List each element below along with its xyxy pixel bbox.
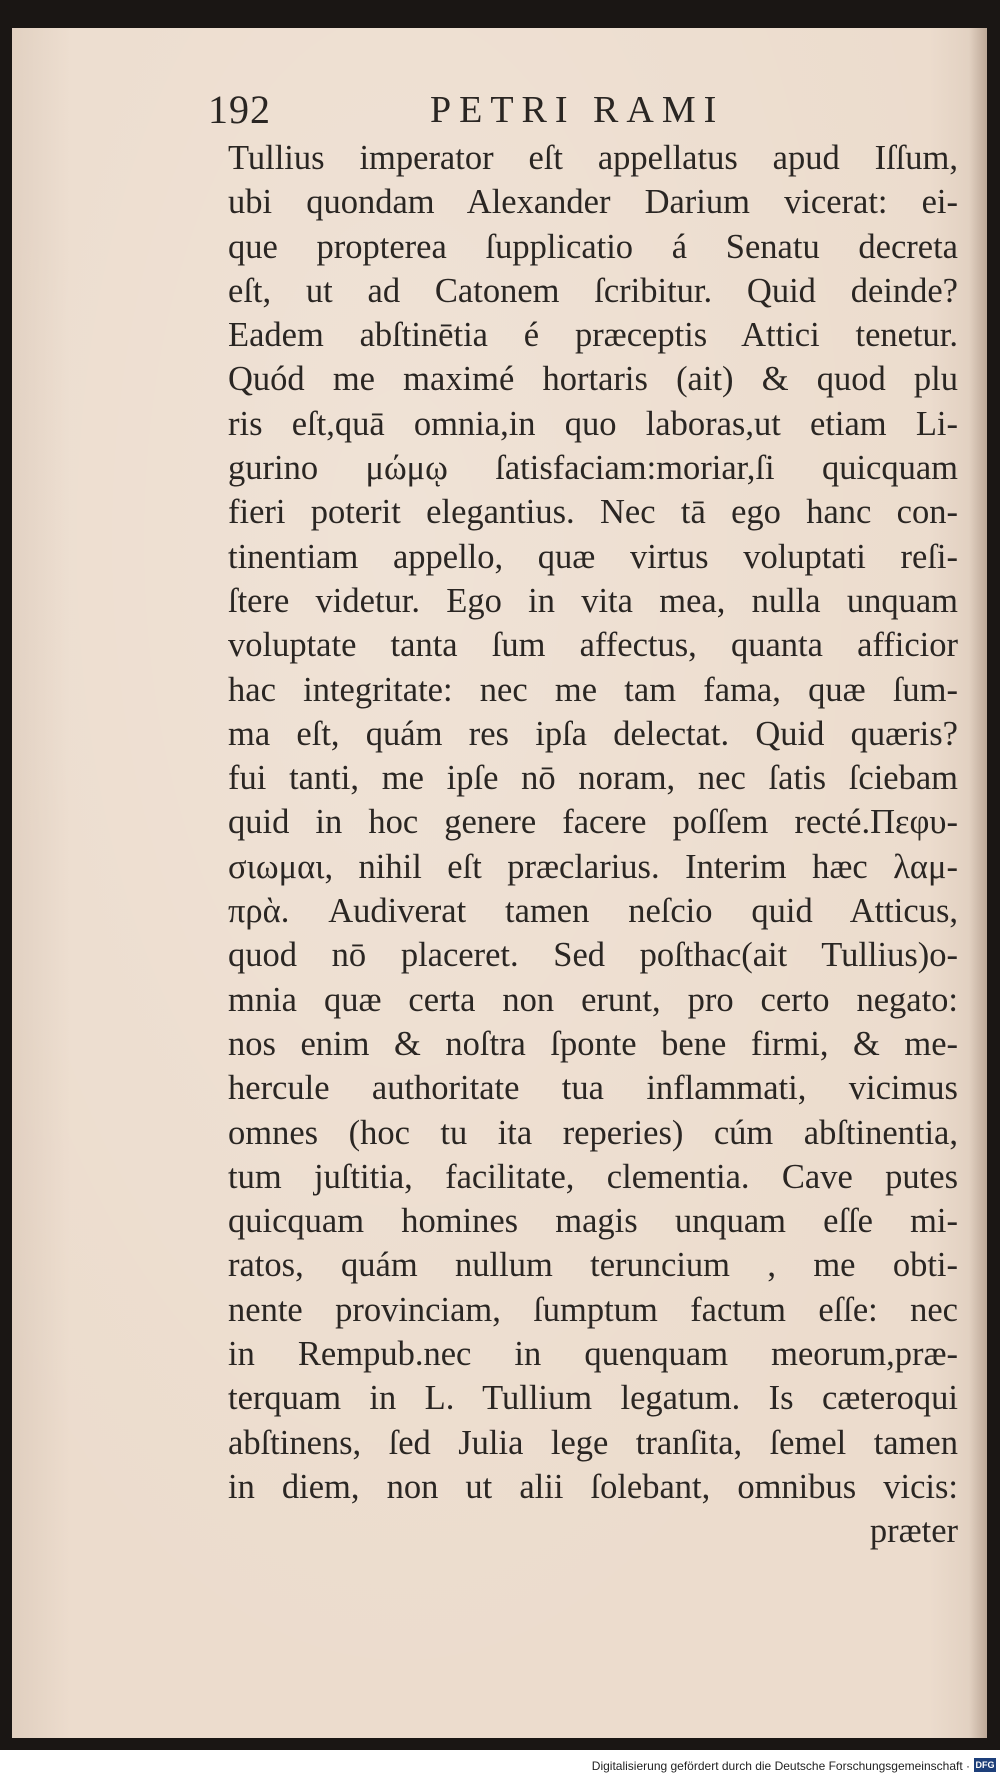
text-line: ma eſt, quám res ipſa delectat. Quid quæris?: [228, 714, 958, 753]
page-number: 192: [208, 87, 271, 132]
text-line: abſtinens, ſed Julia lege tranſita, ſemel tamen: [228, 1423, 958, 1462]
book-page: [12, 28, 987, 1738]
text-line: hercule authoritate tua inflammati, vicimus: [228, 1069, 958, 1108]
page-edge-shadow: [969, 28, 987, 1738]
text-line: ubi quondam Alexander Darium vicerat: ei-: [228, 183, 958, 222]
text-line: in diem, non ut alii ſolebant, omnibus vicis:: [228, 1467, 958, 1506]
text-line: Eadem abſtinētia é præceptis Attici tenetur.: [228, 316, 958, 355]
text-line: quod nō placeret. Sed poſthac(ait Tullius)o-: [228, 936, 958, 975]
catchword: præter: [869, 1512, 958, 1551]
text-line: quicquam homines magis unquam eſſe mi-: [228, 1202, 958, 1241]
text-line: nente provinciam, ſumptum factum eſſe: nec: [228, 1290, 958, 1329]
text-line: πρὰ. Audiverat tamen neſcio quid Atticus,: [228, 892, 958, 931]
text-line: hac integritate: nec me tam fama, quæ ſum-: [228, 670, 958, 709]
text-line: omnes (hoc tu ita reperies) cúm abſtinentia,: [228, 1113, 958, 1152]
text-line: σιωμαι, nihil eſt præclarius. Interim hæc λαμ-: [228, 847, 958, 886]
text-line: terquam in L. Tullium legatum. Is cæteroqui: [228, 1379, 958, 1418]
text-line: in Rempub.nec in quenquam meorum,præ-: [228, 1335, 958, 1374]
text-line: gurino μώμῳ ſatisfaciam:moriar,ſi quicquam: [228, 449, 958, 488]
footer-bar: [0, 1750, 1000, 1783]
text-line: quid in hoc genere facere poſſem recté.Πεφυ-: [228, 803, 958, 842]
running-head: [208, 80, 768, 140]
body-text: [228, 136, 958, 1554]
running-head-title: PETRI RAMI: [430, 89, 725, 131]
text-line: Tullius imperator eſt appellatus apud Iſſum,: [228, 139, 958, 177]
text-line: ratos, quám nullum teruncium , me obti-: [228, 1246, 958, 1285]
text-line: tinentiam appello, quæ virtus voluptati reſi-: [228, 537, 958, 576]
dfg-logo-icon: DFG: [975, 1760, 995, 1770]
text-line: nos enim & noſtra ſponte bene firmi, & me-: [228, 1024, 958, 1063]
text-line: eſt, ut ad Catonem ſcribitur. Quid deinde?: [228, 271, 958, 310]
text-line: fieri poterit elegantius. Nec tā ego hanc con-: [228, 493, 958, 532]
text-line: que propterea ſupplicatio á Senatu decreta: [228, 227, 958, 266]
text-line: tum juſtitia, facilitate, clementia. Cave putes: [228, 1157, 958, 1196]
text-line: mnia quæ certa non erunt, pro certo negato:: [228, 980, 958, 1019]
text-line: Quód me maximé hortaris (ait) & quod plu: [228, 360, 958, 399]
text-line: voluptate tanta ſum affectus, quanta afficior: [228, 626, 958, 665]
footer-credit: Digitalisierung gefördert durch die Deutsche Forschungsgemeinschaft ·: [591, 1759, 970, 1773]
text-line: ris eſt,quā omnia,in quo laboras,ut etiam Li-: [228, 404, 958, 443]
text-line: ſtere videtur. Ego in vita mea, nulla unquam: [228, 581, 958, 620]
text-line: fui tanti, me ipſe nō noram, nec ſatis ſciebam: [228, 759, 958, 798]
